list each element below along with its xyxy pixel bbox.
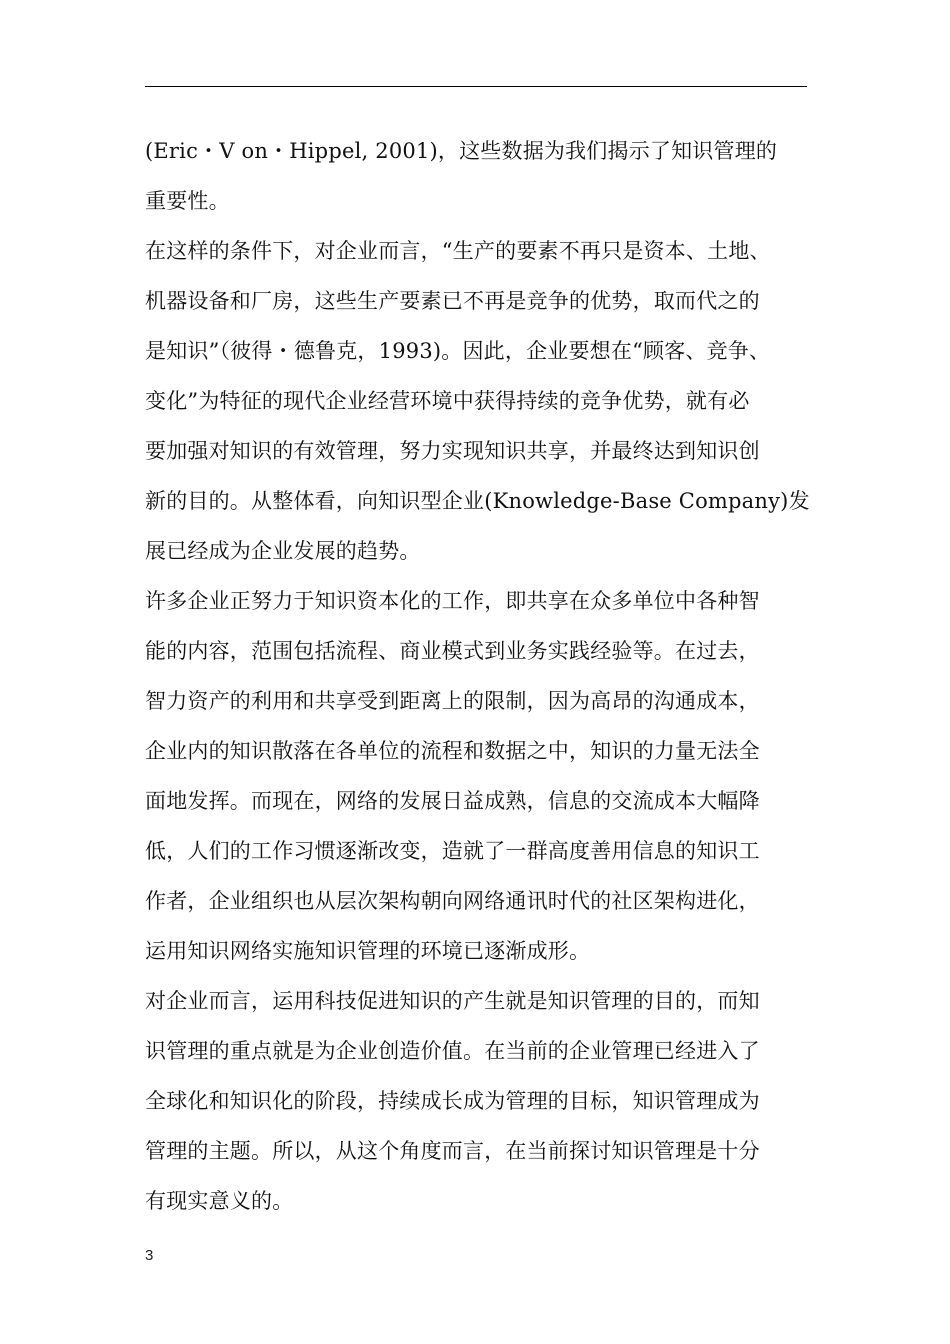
header-rule — [145, 86, 807, 87]
text-line: 低，人们的工作习惯逐渐改变，造就了一群高度善用信息的知识工 — [145, 839, 760, 863]
text-line: 变化”为特征的现代企业经营环境中获得持续的竞争优势，就有必 — [145, 389, 750, 413]
text-line: 要加强对知识的有效管理，努力实现知识共享，并最终达到知识创 — [145, 439, 760, 463]
text-line: 运用知识网络实施知识管理的环境已逐渐成形。 — [145, 939, 591, 963]
text-line: 管理的主题。所以，从这个角度而言，在当前探讨知识管理是十分 — [145, 1139, 760, 1163]
paragraph-3 — [145, 576, 815, 976]
text-line: 重要性。 — [145, 189, 230, 213]
text-line: 智力资产的利用和共享受到距离上的限制，因为高昂的沟通成本， — [145, 689, 760, 713]
paragraph-1 — [145, 126, 815, 226]
text-line: 作者，企业组织也从层次架构朝向网络通讯时代的社区架构进化， — [145, 889, 760, 913]
text-line: 企业内的知识散落在各单位的流程和数据之中，知识的力量无法全 — [145, 739, 760, 763]
text-line: 机器设备和厂房，这些生产要素已不再是竞争的优势，取而代之的 — [145, 289, 760, 313]
text-line: 新的目的。从整体看，向知识型企业(Knowledge-Base Company)发 — [145, 489, 810, 513]
text-line: 许多企业正努力于知识资本化的工作，即共享在众多单位中各种智 — [145, 589, 760, 613]
paragraph-4 — [145, 976, 815, 1226]
text-line: 面地发挥。而现在，网络的发展日益成熟，信息的交流成本大幅降 — [145, 789, 760, 813]
text-line: 有现实意义的。 — [145, 1189, 294, 1213]
text-line: (Eric・V on・Hippel, 2001)，这些数据为我们揭示了知识管理的 — [145, 139, 778, 163]
text-line: 识管理的重点就是为企业创造价值。在当前的企业管理已经进入了 — [145, 1039, 760, 1063]
page-number: 3 — [145, 1247, 154, 1264]
text-line: 在这样的条件下，对企业而言，“生产的要素不再只是资本、土地、 — [145, 239, 771, 263]
text-line: 全球化和知识化的阶段，持续成长成为管理的目标，知识管理成为 — [145, 1089, 760, 1113]
text-line: 是知识”（彼得・德鲁克，1993)。因此，企业要想在“顾客、竞争、 — [145, 339, 771, 363]
text-line: 对企业而言，运用科技促进知识的产生就是知识管理的目的，而知 — [145, 989, 760, 1013]
text-line: 能的内容，范围包括流程、商业模式到业务实践经验等。在过去， — [145, 639, 760, 663]
text-line: 展已经成为企业发展的趋势。 — [145, 539, 421, 563]
body-text — [145, 126, 815, 1226]
paragraph-2 — [145, 226, 815, 576]
